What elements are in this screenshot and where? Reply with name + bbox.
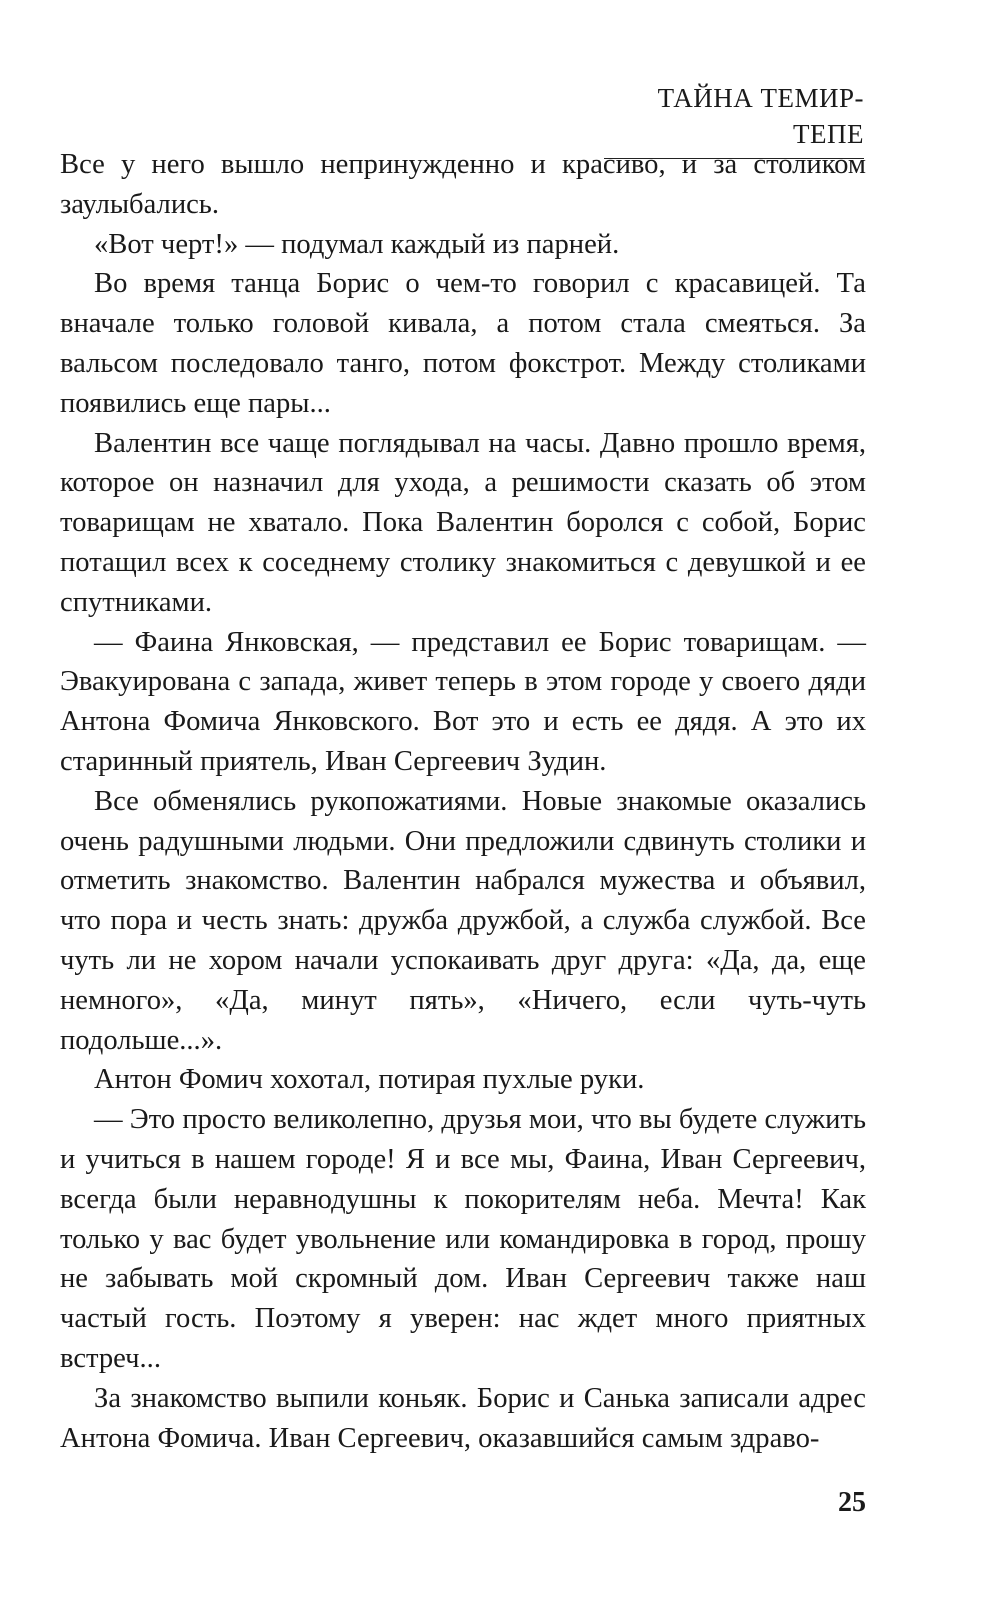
paragraph: — Фаина Янковская, — представил ее Борис товарищам. — Эвакуирована с запада, живет теперь в этом городе у своего дяди Антона Фомича Янковского. Вот это и есть ее дядя. А это их старинный приятель, Иван Сергеевич Зудин. bbox=[60, 626, 866, 777]
paragraph: Все у него вышло непринужденно и красиво, и за столиком заулыбались. bbox=[60, 149, 866, 220]
paragraph: Все обменялись рукопожатиями. Новые знакомые оказались очень радушными людьми. Они предложили сдвинуть столики и отметить знакомство. Валентин набрался мужества и объявил, что пора и честь знать: дружба дружбой, а служба службой. Все чуть ли не хором начали успокаивать друг друга: «Да, да, еще немного», «Да, минут пять», «Ничего, если чуть-чуть подольше...». bbox=[60, 785, 866, 1056]
running-header: ТАЙНА ТЕМИР-ТЕПЕ bbox=[604, 80, 864, 159]
page-number: 25 bbox=[838, 1487, 866, 1518]
paragraph: Валентин все чаще поглядывал на часы. Давно прошло время, которое он назначил для ухода, а решимости сказать об этом товарищам не хватало. Пока Валентин боролся с собой, Борис потащил всех к соседнему столику знакомиться с девушкой и ее спутниками. bbox=[60, 427, 866, 618]
paragraph: Во время танца Борис о чем-то говорил с красавицей. Та вначале только головой кивала, а потом стала смеяться. За вальсом последовало танго, потом фокстрот. Между столиками появились еще пары... bbox=[60, 268, 866, 419]
paragraph: «Вот черт!» — подумал каждый из парней. bbox=[94, 228, 620, 260]
paragraph: Антон Фомич хохотал, потирая пухлые руки. bbox=[94, 1064, 645, 1096]
paragraph: — Это просто великолепно, друзья мои, что вы будете служить и учиться в нашем городе! Я и все мы, Фаина, Иван Сергеевич, всегда были неравнодушны к покорителям неба. Мечта! Как только у вас будет увольнение или командировка в город, прошу не забывать мой скромный дом. Иван Сергеевич также наш частый гость. Поэтому я уверен: нас ждет много приятных встреч... bbox=[60, 1104, 866, 1374]
body-text bbox=[60, 145, 866, 1458]
paragraph: За знакомство выпили коньяк. Борис и Санька записали адрес Антона Фомича. Иван Сергеевич, оказавшийся самым здраво- bbox=[60, 1382, 866, 1454]
